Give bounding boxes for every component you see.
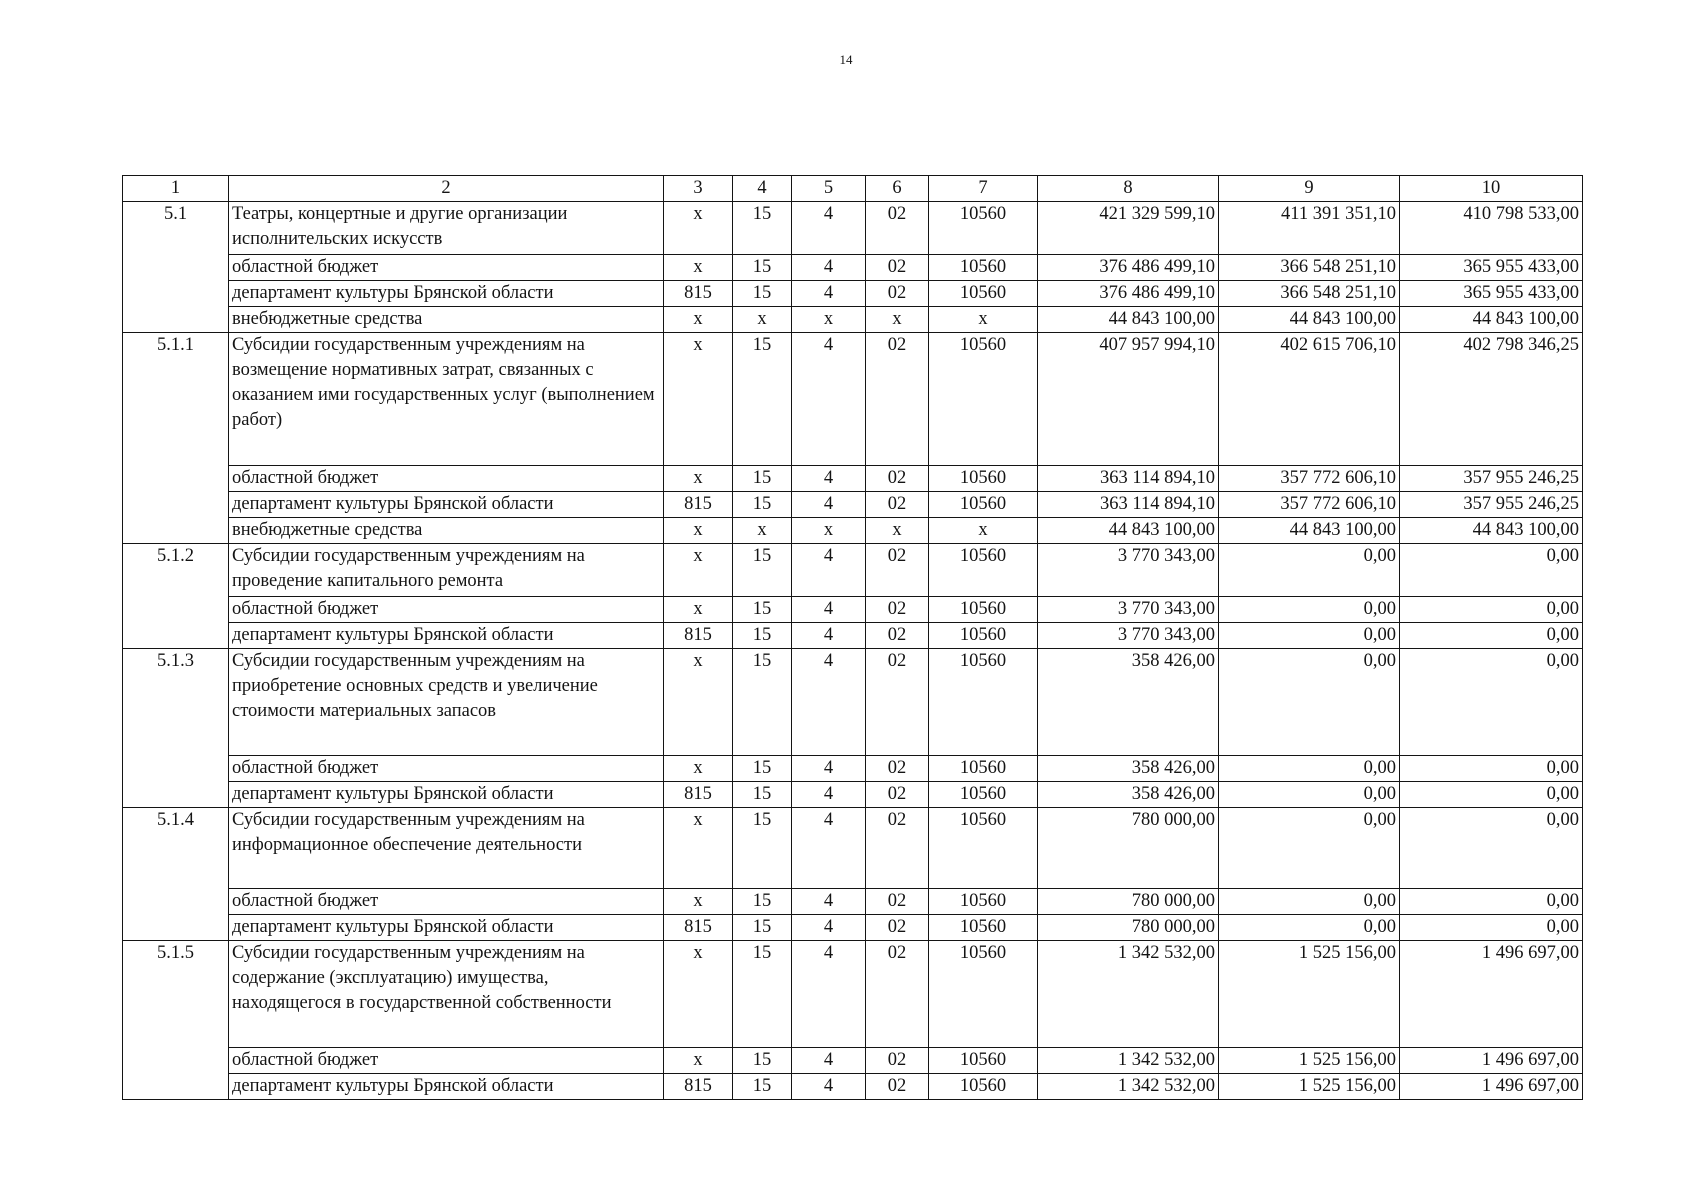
table-row [123, 941, 1583, 1048]
cell-col6: 02 [866, 808, 929, 889]
amount-col10: 357 955 246,25 [1400, 466, 1583, 492]
cell-col3: х [664, 597, 733, 623]
item-name: департамент культуры Брянской области [229, 281, 664, 307]
amount-col8: 3 770 343,00 [1038, 597, 1219, 623]
amount-col10: 0,00 [1400, 889, 1583, 915]
cell-col4: 15 [733, 941, 792, 1048]
table-row [123, 255, 1583, 281]
cell-col3: 815 [664, 623, 733, 649]
cell-col5: 4 [792, 255, 866, 281]
column-header: 4 [733, 176, 792, 202]
cell-col7: 10560 [929, 333, 1038, 466]
cell-col7: 10560 [929, 782, 1038, 808]
cell-col7: 10560 [929, 281, 1038, 307]
cell-col7: 10560 [929, 466, 1038, 492]
amount-col10: 0,00 [1400, 782, 1583, 808]
amount-col10: 0,00 [1400, 756, 1583, 782]
amount-col9: 402 615 706,10 [1219, 333, 1400, 466]
cell-col5: 4 [792, 889, 866, 915]
item-number: 5.1.4 [123, 808, 229, 941]
cell-col4: 15 [733, 544, 792, 597]
item-name: областной бюджет [229, 597, 664, 623]
cell-col3: 815 [664, 915, 733, 941]
amount-col8: 3 770 343,00 [1038, 544, 1219, 597]
amount-col8: 1 342 532,00 [1038, 1074, 1219, 1100]
cell-col5: 4 [792, 202, 866, 255]
table-row [123, 518, 1583, 544]
item-number: 5.1.1 [123, 333, 229, 544]
column-header: 6 [866, 176, 929, 202]
cell-col6: 02 [866, 1048, 929, 1074]
amount-col9: 1 525 156,00 [1219, 1074, 1400, 1100]
cell-col6: х [866, 518, 929, 544]
cell-col4: 15 [733, 255, 792, 281]
cell-col4: 15 [733, 889, 792, 915]
amount-col8: 780 000,00 [1038, 808, 1219, 889]
amount-col9: 0,00 [1219, 915, 1400, 941]
cell-col7: х [929, 518, 1038, 544]
cell-col3: х [664, 255, 733, 281]
amount-col9: 0,00 [1219, 649, 1400, 756]
cell-col3: х [664, 649, 733, 756]
item-name: департамент культуры Брянской области [229, 1074, 664, 1100]
cell-col5: 4 [792, 649, 866, 756]
item-name: областной бюджет [229, 1048, 664, 1074]
cell-col3: 815 [664, 492, 733, 518]
cell-col7: 10560 [929, 544, 1038, 597]
cell-col6: 02 [866, 333, 929, 466]
cell-col3: 815 [664, 782, 733, 808]
amount-col10: 410 798 533,00 [1400, 202, 1583, 255]
column-header: 3 [664, 176, 733, 202]
cell-col4: 15 [733, 915, 792, 941]
item-name: Театры, концертные и другие организации исполнительских искусств [229, 202, 664, 255]
amount-col8: 407 957 994,10 [1038, 333, 1219, 466]
cell-col5: 4 [792, 492, 866, 518]
cell-col3: 815 [664, 281, 733, 307]
amount-col9: 0,00 [1219, 544, 1400, 597]
cell-col7: 10560 [929, 255, 1038, 281]
amount-col9: 0,00 [1219, 808, 1400, 889]
table-row [123, 649, 1583, 756]
amount-col10: 365 955 433,00 [1400, 255, 1583, 281]
column-header: 2 [229, 176, 664, 202]
cell-col4: х [733, 518, 792, 544]
cell-col4: 15 [733, 202, 792, 255]
amount-col10: 0,00 [1400, 649, 1583, 756]
item-name: Субсидии государственным учреждениям на содержание (эксплуатацию) имущества, находящегося в государственной собственности [229, 941, 664, 1048]
cell-col5: 4 [792, 915, 866, 941]
table-row [123, 1074, 1583, 1100]
amount-col8: 363 114 894,10 [1038, 466, 1219, 492]
cell-col6: 02 [866, 544, 929, 597]
cell-col6: 02 [866, 941, 929, 1048]
item-name: департамент культуры Брянской области [229, 623, 664, 649]
cell-col3: х [664, 1048, 733, 1074]
item-name: областной бюджет [229, 889, 664, 915]
cell-col5: 4 [792, 1048, 866, 1074]
amount-col9: 1 525 156,00 [1219, 1048, 1400, 1074]
cell-col6: 02 [866, 623, 929, 649]
amount-col8: 358 426,00 [1038, 649, 1219, 756]
column-header: 5 [792, 176, 866, 202]
amount-col9: 1 525 156,00 [1219, 941, 1400, 1048]
cell-col6: 02 [866, 255, 929, 281]
cell-col4: 15 [733, 492, 792, 518]
table-row [123, 889, 1583, 915]
item-name: департамент культуры Брянской области [229, 915, 664, 941]
amount-col8: 358 426,00 [1038, 782, 1219, 808]
item-name: департамент культуры Брянской области [229, 782, 664, 808]
amount-col9: 0,00 [1219, 756, 1400, 782]
table-row [123, 782, 1583, 808]
amount-col9: 357 772 606,10 [1219, 466, 1400, 492]
amount-col8: 44 843 100,00 [1038, 307, 1219, 333]
cell-col7: 10560 [929, 889, 1038, 915]
cell-col4: 15 [733, 333, 792, 466]
item-name: Субсидии государственным учреждениям на возмещение нормативных затрат, связанных с оказанием ими государственных услуг (выполнением работ) [229, 333, 664, 466]
amount-col8: 44 843 100,00 [1038, 518, 1219, 544]
amount-col8: 780 000,00 [1038, 889, 1219, 915]
amount-col8: 3 770 343,00 [1038, 623, 1219, 649]
column-header: 7 [929, 176, 1038, 202]
amount-col10: 0,00 [1400, 544, 1583, 597]
amount-col9: 0,00 [1219, 782, 1400, 808]
cell-col5: 4 [792, 544, 866, 597]
budget-table [122, 175, 1583, 1100]
cell-col6: 02 [866, 915, 929, 941]
table-row [123, 544, 1583, 597]
cell-col4: 15 [733, 808, 792, 889]
cell-col3: х [664, 518, 733, 544]
amount-col9: 366 548 251,10 [1219, 255, 1400, 281]
cell-col7: 10560 [929, 649, 1038, 756]
cell-col7: 10560 [929, 808, 1038, 889]
cell-col6: 02 [866, 782, 929, 808]
cell-col3: х [664, 756, 733, 782]
cell-col7: 10560 [929, 915, 1038, 941]
cell-col6: 02 [866, 492, 929, 518]
cell-col5: 4 [792, 623, 866, 649]
cell-col3: х [664, 889, 733, 915]
amount-col10: 365 955 433,00 [1400, 281, 1583, 307]
amount-col8: 1 342 532,00 [1038, 1048, 1219, 1074]
cell-col6: 02 [866, 466, 929, 492]
cell-col3: х [664, 941, 733, 1048]
cell-col3: х [664, 333, 733, 466]
column-header: 10 [1400, 176, 1583, 202]
cell-col6: 02 [866, 756, 929, 782]
amount-col8: 363 114 894,10 [1038, 492, 1219, 518]
amount-col8: 1 342 532,00 [1038, 941, 1219, 1048]
amount-col10: 1 496 697,00 [1400, 941, 1583, 1048]
cell-col4: х [733, 307, 792, 333]
item-number: 5.1.3 [123, 649, 229, 808]
amount-col10: 357 955 246,25 [1400, 492, 1583, 518]
cell-col5: 4 [792, 808, 866, 889]
amount-col8: 376 486 499,10 [1038, 281, 1219, 307]
page-number: 14 [839, 52, 853, 67]
item-name: областной бюджет [229, 255, 664, 281]
cell-col7: 10560 [929, 1074, 1038, 1100]
cell-col4: 15 [733, 649, 792, 756]
item-name: внебюджетные средства [229, 307, 664, 333]
cell-col7: 10560 [929, 492, 1038, 518]
amount-col8: 376 486 499,10 [1038, 255, 1219, 281]
amount-col10: 44 843 100,00 [1400, 307, 1583, 333]
column-header: 1 [123, 176, 229, 202]
cell-col6: 02 [866, 281, 929, 307]
amount-col8: 421 329 599,10 [1038, 202, 1219, 255]
cell-col4: 15 [733, 597, 792, 623]
cell-col4: 15 [733, 1048, 792, 1074]
cell-col4: 15 [733, 623, 792, 649]
cell-col3: х [664, 202, 733, 255]
table-row [123, 281, 1583, 307]
cell-col7: 10560 [929, 1048, 1038, 1074]
amount-col9: 0,00 [1219, 889, 1400, 915]
cell-col7: 10560 [929, 202, 1038, 255]
cell-col3: х [664, 808, 733, 889]
column-header: 9 [1219, 176, 1400, 202]
table-row [123, 307, 1583, 333]
item-name: департамент культуры Брянской области [229, 492, 664, 518]
cell-col5: х [792, 307, 866, 333]
amount-col10: 44 843 100,00 [1400, 518, 1583, 544]
cell-col5: 4 [792, 782, 866, 808]
cell-col3: х [664, 307, 733, 333]
cell-col5: х [792, 518, 866, 544]
cell-col5: 4 [792, 597, 866, 623]
amount-col10: 0,00 [1400, 623, 1583, 649]
amount-col9: 357 772 606,10 [1219, 492, 1400, 518]
item-name: областной бюджет [229, 756, 664, 782]
item-number: 5.1.2 [123, 544, 229, 649]
item-number: 5.1.5 [123, 941, 229, 1100]
item-name: Субсидии государственным учреждениям на информационное обеспечение деятельности [229, 808, 664, 889]
cell-col3: 815 [664, 1074, 733, 1100]
amount-col9: 44 843 100,00 [1219, 518, 1400, 544]
cell-col4: 15 [733, 281, 792, 307]
table-row [123, 597, 1583, 623]
table-row [123, 202, 1583, 255]
cell-col7: 10560 [929, 756, 1038, 782]
amount-col10: 0,00 [1400, 808, 1583, 889]
cell-col7: 10560 [929, 597, 1038, 623]
column-header: 8 [1038, 176, 1219, 202]
amount-col9: 0,00 [1219, 597, 1400, 623]
table-row [123, 756, 1583, 782]
cell-col4: 15 [733, 1074, 792, 1100]
cell-col7: 10560 [929, 941, 1038, 1048]
amount-col8: 780 000,00 [1038, 915, 1219, 941]
cell-col5: 4 [792, 756, 866, 782]
cell-col6: 02 [866, 202, 929, 255]
cell-col4: 15 [733, 782, 792, 808]
cell-col7: х [929, 307, 1038, 333]
amount-col9: 44 843 100,00 [1219, 307, 1400, 333]
cell-col6: х [866, 307, 929, 333]
cell-col6: 02 [866, 649, 929, 756]
table-row [123, 466, 1583, 492]
cell-col7: 10560 [929, 623, 1038, 649]
cell-col5: 4 [792, 466, 866, 492]
cell-col5: 4 [792, 1074, 866, 1100]
table-row [123, 808, 1583, 889]
cell-col6: 02 [866, 597, 929, 623]
amount-col10: 0,00 [1400, 915, 1583, 941]
cell-col4: 15 [733, 466, 792, 492]
amount-col8: 358 426,00 [1038, 756, 1219, 782]
amount-col10: 402 798 346,25 [1400, 333, 1583, 466]
cell-col3: х [664, 544, 733, 597]
amount-col9: 411 391 351,10 [1219, 202, 1400, 255]
amount-col9: 366 548 251,10 [1219, 281, 1400, 307]
amount-col9: 0,00 [1219, 623, 1400, 649]
amount-col10: 0,00 [1400, 597, 1583, 623]
item-name: Субсидии государственным учреждениям на приобретение основных средств и увеличение стоимости материальных запасов [229, 649, 664, 756]
cell-col5: 4 [792, 333, 866, 466]
item-number: 5.1 [123, 202, 229, 333]
cell-col3: х [664, 466, 733, 492]
table-row [123, 915, 1583, 941]
table-row [123, 623, 1583, 649]
cell-col4: 15 [733, 756, 792, 782]
cell-col5: 4 [792, 941, 866, 1048]
amount-col10: 1 496 697,00 [1400, 1048, 1583, 1074]
column-number-header [123, 176, 1583, 202]
item-name: областной бюджет [229, 466, 664, 492]
item-name: Субсидии государственным учреждениям на проведение капитального ремонта [229, 544, 664, 597]
table-row [123, 333, 1583, 466]
item-name: внебюджетные средства [229, 518, 664, 544]
cell-col6: 02 [866, 889, 929, 915]
amount-col10: 1 496 697,00 [1400, 1074, 1583, 1100]
cell-col5: 4 [792, 281, 866, 307]
table-row [123, 1048, 1583, 1074]
table-row [123, 492, 1583, 518]
cell-col6: 02 [866, 1074, 929, 1100]
